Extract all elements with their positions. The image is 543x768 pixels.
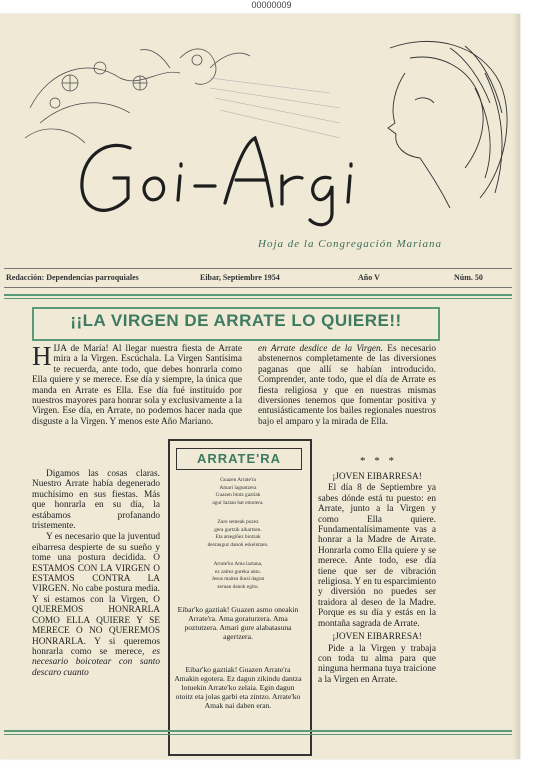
article-paragraph-3-italic: es necesario boicotear con santo descaro cuanto [32,646,160,678]
stanza-line: Eta atsegiñez biotzak [215,534,261,541]
article-paragraph-1: IJA de María! Al llegar nuestra fiesta de Arrate mira a la Virgen. Escúchala. La Virgen Santísima te recuerda, ante todo, que debes honrarla como Ella quiere y se merece. Ese día y siempre, la única que manda en Arrate es Ella. Ese día fué instituído por nuestros mayores para honrar sola y exclusivamente a la Virgen. Ese día, en Arrate, no podemos hacer nada que disguste a la Virgen. Y menos este Año Mariano. [32,344,242,427]
stanza-line: zeruan danok egitu. [217,583,259,590]
call-title-2: ¡JOVEN EIBARRESA! [332,632,422,643]
stanza-line: Arrate'ko Ama laztana, [213,561,263,567]
stanza-line: Zure semeak pozez [217,519,259,525]
stanza-line: ez zaitez gureka antu. [215,568,261,575]
right-top-text: Es necesario abstenernos completamente de las diversiones paganas que allí se habían introducido. Comprender, ante todo, que el día de Arrate es fiesta religiosa y que en nuestras mismas diversiones tenemos que fomentar positiva y entusiásticamente los bailes regionales nuestros bajo el amparo y la mirada de Ella. [258,344,436,427]
song-stanza-3 [174,561,302,591]
call-title-1: ¡JOVEN EIBARRESA! [332,472,422,482]
newsletter-page [0,14,520,759]
issue-year: Año V [358,273,380,282]
song-box-title-frame [176,448,302,470]
right-top-italic: en Arrate desdice de la Virgen. [258,344,383,354]
stanza-line: Guazen bintz gaztiak [215,492,261,499]
stanza-line: desrauguz danok eskeintzen. [207,541,269,548]
article-column-left-narrow [32,469,160,679]
song-box-title: ARRATE'RA [196,451,282,466]
section-stars: * * * [360,455,397,467]
stanza-line: agur Iaztan bat emotera. [212,499,264,506]
editorial-address: Redacción: Dependencias parroquiales [6,273,139,282]
song-box-paragraph-1: Eibar'ko gaztiak! Guazen asmo oneakin Arrate'ra. Ama goraturzera. Ama poztutzera. Amari gure alabatasuna agertzera. [177,605,299,641]
issue-date: Eibar, Septiembre 1954 [200,273,280,282]
angel-figure [140,49,250,84]
article-column-left-top [32,341,242,428]
article-column-right-top [258,344,436,428]
issue-info-bar [4,268,512,288]
masthead-subtitle: Hoja de la Congregación Mariana [258,238,442,250]
article-paragraph-3: Y es necesario que la juventud eibarresa despierte de su sueño y tome una postura decidida. O ESTAMOS CON LA VIRGEN O ESTAMOS CONTRA LA VIRGEN. No cabe postura media. Y si estamos con la Virgen, O QUEREMOS HONRARLA COMO ELLA QUIERE Y SE MERECE O NO QUEREMOS HONRARLA. Y si queremos honrarla como se merece, [32,532,160,657]
flower-ornament [25,62,180,143]
stanza-line: Guazen Arrate'ra [220,477,256,483]
song-stanza-2 [174,519,302,549]
masthead-illustration [10,28,515,243]
top-green-stripe [4,294,512,296]
headline-frame [32,307,440,341]
headline: ¡¡LA VIRGEN DE ARRATE LO QUIERE!! [70,311,402,330]
stanza-line: gera gurtzik alkartzen. [214,526,262,533]
article-paragraph-2: Digamos las cosas claras. Nuestro Arrate había degenerado muchísimo en sus fiestas. Más que honrarla en su día, la estábamos profanando tristemente. [32,469,160,532]
song-stanza-1 [174,477,302,507]
article-column-right-bottom [318,472,436,686]
stanza-line: Jesus maitea ikusi dagun [211,576,265,583]
light-rays [210,78,340,138]
stanza-line: Amari laguntzera [219,484,257,491]
issue-number: Núm. 50 [454,273,483,282]
page-id: 00000009 [251,0,292,10]
top-green-stripe-thin [4,298,512,299]
virgin-portrait [388,41,507,208]
call-paragraph-2: Pide a la Virgen y trabaja con toda tu alma para que ninguna hermana tuya traicione a la Virgen en Arrate. [318,643,436,685]
dropcap-letter: H [32,341,52,371]
bottom-green-stripe-thin [4,734,512,735]
call-paragraph-1: El día 8 de Septiembre ya sabes dónde está tu puesto: en Arrate, junto a la Virgen y como Ella quiere. Fundamentalísimamente vas a honrar a la Madre de Arrate. Honrarla como Ella quiere y se merece. Ante todo, ese día tiene que ser de vibración religiosa. Y en tu esparcimiento y diversión no puedes ser traidora al deseo de la Madre. Porque es su día y estás en la montaña sagrada de Arrate. [318,483,436,629]
logo-script [82,138,351,225]
bottom-green-stripe [4,730,512,732]
song-box-paragraph-2: Eibar'ko gaztiak! Guazen Arrate'ra Amakin egotera. Ez dagun zikindu dantza lotuekin Arrate'ko zelaia. Egin dagun otoitz eta jolas garbi eta zintzo. Arrate'ko Amak nai daben eran. [174,665,302,710]
song-box [168,439,312,756]
